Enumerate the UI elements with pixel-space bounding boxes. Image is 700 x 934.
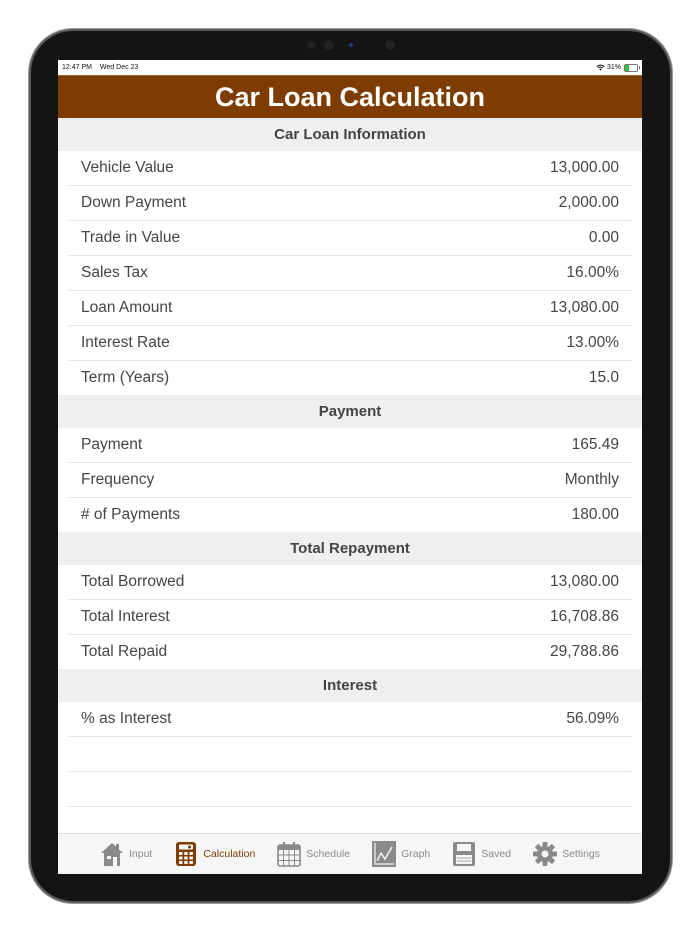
battery-percent: 31% bbox=[606, 64, 621, 71]
section-header-interest: Interest bbox=[58, 669, 642, 702]
row-value: 0.00 bbox=[588, 229, 619, 246]
house-icon bbox=[100, 841, 124, 867]
line-chart-icon bbox=[372, 841, 396, 867]
row-label: Payment bbox=[81, 436, 143, 453]
row-value: 13,000.00 bbox=[550, 159, 619, 176]
row-label: Total Repaid bbox=[81, 643, 168, 660]
row-value: 2,000.00 bbox=[558, 194, 619, 211]
calendar-icon bbox=[277, 841, 301, 867]
empty-row bbox=[69, 737, 631, 772]
calculator-icon bbox=[174, 841, 198, 867]
row-loan-amount[interactable] bbox=[69, 291, 631, 326]
row-label: Sales Tax bbox=[81, 264, 148, 281]
row-value: 180.00 bbox=[571, 506, 619, 523]
camera-icon bbox=[349, 43, 353, 47]
status-time: 12:47 PM bbox=[62, 64, 92, 71]
row-label: Loan Amount bbox=[81, 299, 173, 316]
row-sales-tax[interactable] bbox=[69, 256, 631, 291]
row-value: 29,788.86 bbox=[550, 643, 619, 660]
tab-settings[interactable] bbox=[533, 841, 600, 867]
gear-icon bbox=[533, 841, 557, 867]
tab-label: Input bbox=[128, 848, 153, 860]
row-number-of-payments[interactable] bbox=[69, 498, 631, 532]
section-header-car-loan-information: Car Loan Information bbox=[58, 118, 642, 151]
row-label: Term (Years) bbox=[81, 369, 170, 386]
row-label: Vehicle Value bbox=[81, 159, 174, 176]
row-total-interest[interactable] bbox=[69, 600, 631, 635]
wifi-icon bbox=[596, 64, 605, 71]
empty-row bbox=[69, 772, 631, 807]
tab-graph[interactable] bbox=[372, 841, 430, 867]
row-label: Trade in Value bbox=[81, 229, 181, 246]
battery-charging-icon bbox=[624, 64, 638, 72]
row-label: Down Payment bbox=[81, 194, 187, 211]
row-total-repaid[interactable] bbox=[69, 635, 631, 669]
page-title: Car Loan Calculation bbox=[58, 75, 642, 118]
tab-label: Graph bbox=[401, 848, 431, 860]
tab-input[interactable] bbox=[100, 841, 152, 867]
row-down-payment[interactable] bbox=[69, 186, 631, 221]
row-label: Total Interest bbox=[81, 608, 170, 625]
tab-bar bbox=[58, 833, 642, 874]
tab-label: Calculation bbox=[203, 848, 256, 860]
row-label: % as Interest bbox=[81, 710, 172, 727]
sensor-icon bbox=[324, 40, 334, 50]
row-value: 13,080.00 bbox=[550, 299, 619, 316]
sensor-icon bbox=[385, 40, 395, 50]
app-screen bbox=[58, 60, 642, 874]
row-label: Frequency bbox=[81, 471, 155, 488]
row-label: # of Payments bbox=[81, 506, 181, 523]
row-label: Total Borrowed bbox=[81, 573, 185, 590]
row-frequency[interactable] bbox=[69, 463, 631, 498]
row-value: 165.49 bbox=[571, 436, 619, 453]
row-term-years[interactable] bbox=[69, 361, 631, 395]
section-header-total-repayment: Total Repayment bbox=[58, 532, 642, 565]
row-value: 13.00% bbox=[566, 334, 619, 351]
row-vehicle-value[interactable] bbox=[69, 151, 631, 186]
row-value: 16.00% bbox=[566, 264, 619, 281]
row-value: 15.0 bbox=[588, 369, 619, 386]
tab-saved[interactable] bbox=[452, 841, 511, 867]
status-date: Wed Dec 23 bbox=[99, 64, 139, 71]
row-value: Monthly bbox=[564, 471, 619, 488]
status-bar bbox=[58, 60, 642, 75]
tab-calculation[interactable] bbox=[174, 841, 255, 867]
row-percent-as-interest[interactable] bbox=[69, 702, 631, 737]
floppy-disk-icon bbox=[452, 841, 476, 867]
row-payment[interactable] bbox=[69, 428, 631, 463]
tab-schedule[interactable] bbox=[277, 841, 350, 867]
row-value: 16,708.86 bbox=[550, 608, 619, 625]
tab-label: Saved bbox=[481, 848, 512, 860]
row-total-borrowed[interactable] bbox=[69, 565, 631, 600]
row-label: Interest Rate bbox=[81, 334, 170, 351]
row-trade-in-value[interactable] bbox=[69, 221, 631, 256]
row-interest-rate[interactable] bbox=[69, 326, 631, 361]
tab-label: Schedule bbox=[306, 848, 351, 860]
sensor-icon bbox=[307, 41, 315, 49]
row-value: 13,080.00 bbox=[550, 573, 619, 590]
tab-label: Settings bbox=[562, 848, 601, 860]
section-header-payment: Payment bbox=[58, 395, 642, 428]
row-value: 56.09% bbox=[566, 710, 619, 727]
